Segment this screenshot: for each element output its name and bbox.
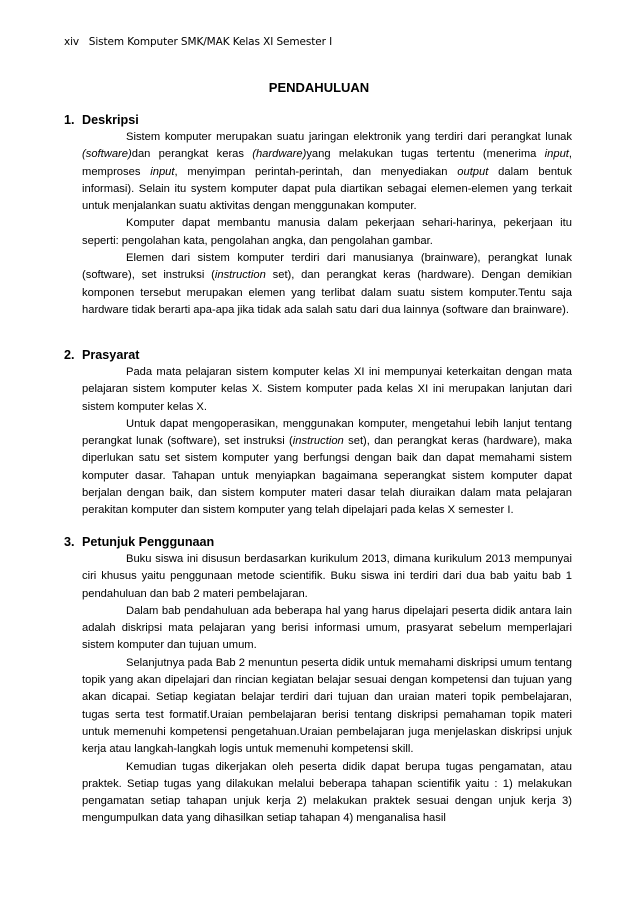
section-title: Prasyarat — [82, 348, 140, 362]
section-petunjuk-penggunaan — [64, 533, 572, 828]
text-run: dan perangkat keras — [131, 148, 253, 161]
section-heading — [64, 533, 572, 551]
section-deskripsi — [64, 111, 572, 319]
text-run: Komputer dapat membantu manusia dalam pekerjaan sehari-harinya, pekerjaan itu seperti: pengolahan kata, pengolahan angka, dan pengolahan gambar. — [82, 217, 572, 247]
italic-term: (software) — [82, 148, 132, 161]
text-run: Dalam bab pendahuluan ada beberapa hal yang harus dipelajari peserta didik antara lain adalah diskripsi mata pelajaran yang berisi informasi umum, prasyarat sebelum memperlajari sistem komputer dan tujuan umum. — [82, 604, 572, 652]
text-run: , memproses — [82, 148, 573, 178]
text-run: yang melakukan tugas tertentu (menerima — [306, 148, 545, 161]
text-run: Selanjutnya pada Bab 2 menuntun peserta didik untuk memahami diskripsi umum tentang topik yang akan dipelajari dan rincian kegiatan belajar sesuai dengan kompetensi dan tujuan yang akan dicapai. Setiap kegiatan belajar terdiri dari tujuan dan uraian materi topik pembelajaran, tugas serta test formatif.Uraian pembelajaran berisi tentang diskripsi pemahaman topik materi untuk memenuhi kompetensi pengetahuan.Uraian pembelajaran juga menjelaskan diskripsi unjuk kerja atau langkah-langkah logis untuk memenuhi kompetensi skill. — [82, 656, 572, 756]
page-title: PENDAHULUAN — [268, 80, 370, 95]
italic-term: instruction — [292, 435, 344, 448]
section-heading — [64, 346, 572, 364]
text-run: Kemudian tugas dikerjakan oleh peserta didik dapat berupa tugas pengamatan, atau praktek. Setiap tugas yang dilakukan melalui beberapa tahapan scientifik yaitu : 1) melakukan pengamatan setiap tahapan unjuk kerja 2) melakukan praktek sesuai dengan unjuk kerja 3) mengumpulkan data yang dihasilkan setiap tahapan 4) menganalisa hasil — [82, 760, 572, 825]
running-title: Sistem Komputer SMK/MAK Kelas XI Semester I — [88, 36, 333, 48]
paragraph — [82, 215, 572, 250]
text-run: dalam bentuk informasi). Selain itu system komputer dapat pula diartikan sebagai elemen-elemen yang terkait untuk menjalankan suatu aktivitas dengan menggunakan komputer. — [82, 165, 572, 213]
paragraph — [82, 655, 572, 759]
section-title: Deskripsi — [82, 113, 139, 127]
italic-term: instruction — [214, 269, 266, 282]
section-number: 1. — [64, 113, 75, 127]
paragraph — [82, 551, 572, 603]
text-run: , menyimpan perintah-perintah, dan menyediakan — [174, 165, 458, 178]
paragraph — [82, 759, 572, 828]
page-number: xiv — [64, 36, 80, 48]
text-run: Buku siswa ini disusun berdasarkan kurikulum 2013, dimana kurikulum 2013 mempunyai ciri khusus yaitu penggunaan metode scientifik. Buku siswa ini terdiri dari dua bab yaitu bab 1 pendahuluan dan bab 2 materi pembelajaran. — [82, 553, 572, 600]
text-run: Untuk dapat mengoperasikan, menggunakan komputer, mengetahui lebih lanjut tentang perangkat lunak (software), set instruksi ( — [82, 417, 572, 448]
section-number: 2. — [64, 348, 75, 362]
text-run: set), dan perangkat keras (hardware), maka diperlukan satu set sistem komputer yang berfungsi dengan baik dan dapat memahami sistem komputer dasar. Tahapan untuk menyiapkan bagaimana seperangkat sistem komputer dapat berjalan dengan baik, dan sistem komputer materi dasar telah diuraikan dalam mata pelajaran perakitan komputer dan sistem komputer yang telah dipelajari pada kelas X semester I. — [82, 435, 572, 517]
text-run: Elemen dari sistem komputer terdiri dari manusianya (brainware), perangkat lunak (software), set instruksi ( — [82, 252, 572, 282]
italic-term: input — [150, 165, 175, 178]
italic-term: input — [544, 148, 569, 161]
section-number: 3. — [64, 535, 75, 549]
section-prasyarat — [64, 346, 572, 520]
paragraph — [82, 364, 572, 416]
text-run: Sistem komputer merupakan suatu jaringan elektronik yang terdiri dari perangkat lunak — [126, 131, 572, 143]
paragraph — [82, 129, 572, 215]
italic-term: output — [457, 165, 489, 178]
paragraph — [82, 250, 572, 319]
italic-term: (hardware) — [252, 148, 307, 161]
paragraph — [82, 416, 572, 520]
section-title: Petunjuk Penggunaan — [82, 535, 215, 549]
running-header — [64, 36, 332, 48]
text-run: Pada mata pelajaran sistem komputer kelas XI ini mempunyai keterkaitan dengan mata pelajaran sistem komputer kelas X. Sistem komputer pada kelas XI ini merupakan lanjutan dari sistem komputer kelas X. — [82, 366, 572, 413]
section-heading — [64, 111, 572, 129]
text-run: set), dan perangkat keras (hardware). Dengan demikian komponen tersebut merupakan elemen yang terlibat dalam suatu sistem komputer.Tentu saja hardware tidak berarti apa-apa jika tidak ada salah satu dari dua lainnya (software dan brainware). — [82, 269, 572, 316]
paragraph — [82, 603, 572, 655]
